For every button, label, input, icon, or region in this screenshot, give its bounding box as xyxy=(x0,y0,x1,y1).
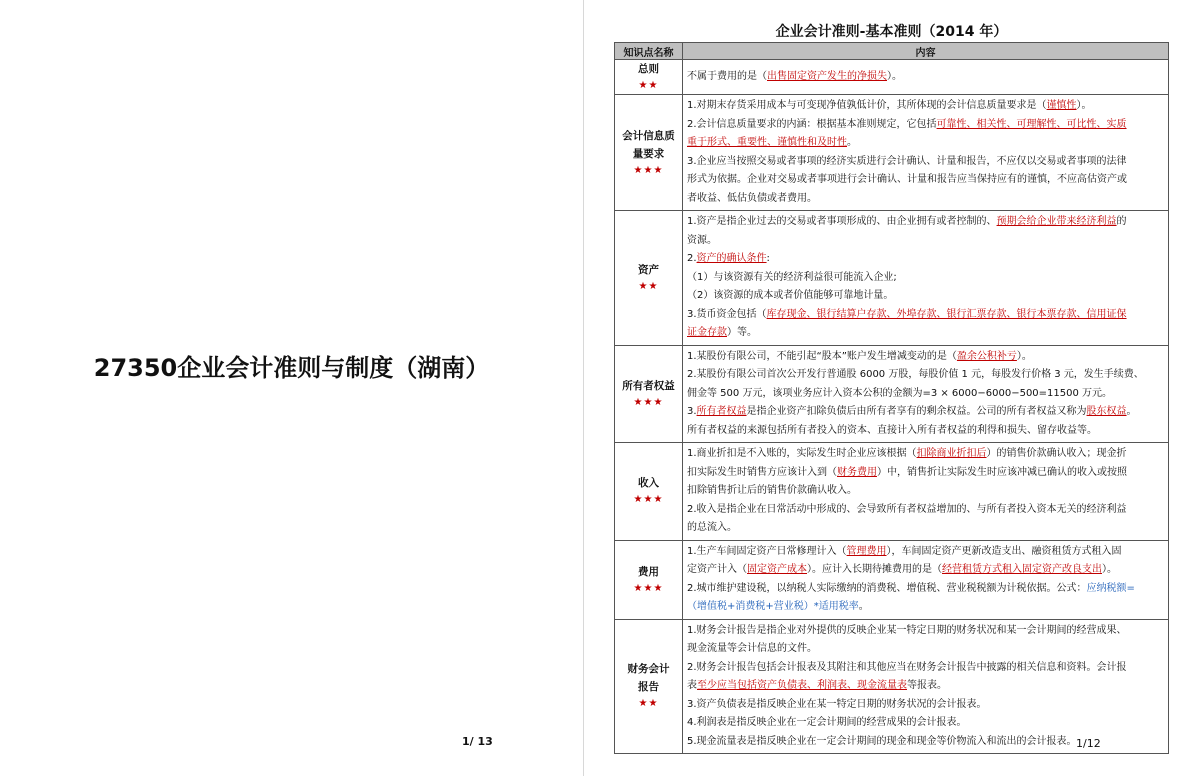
content-line xyxy=(687,677,1164,696)
content-line xyxy=(687,287,1164,306)
content-text: 。 xyxy=(847,137,857,148)
knowledge-point-name: 报告 xyxy=(638,681,659,694)
content-text: （2）该资源的成本或者价值能够可靠地计量。 xyxy=(687,290,894,301)
content-text: 2.会计信息质量要求的内涵：根据基本准则规定，它包括 xyxy=(687,118,937,130)
content-text: 现金流量等会计信息的文件。 xyxy=(687,643,817,654)
content-text: ）。 xyxy=(1102,564,1117,575)
content-line xyxy=(687,580,1164,599)
content-line xyxy=(687,306,1164,325)
table-row xyxy=(615,443,1169,541)
content-line xyxy=(687,622,1164,641)
content-text: 1.商业折扣是不入账的，实际发生时企业应该根据（ xyxy=(687,448,917,459)
content-cell xyxy=(683,540,1169,619)
content-text: 的 xyxy=(1116,216,1127,227)
highlighted-answer: 重于形式、重要性、谨慎性和及时性 xyxy=(687,137,847,148)
header-content: 内容 xyxy=(683,43,1169,60)
highlighted-answer: 所有者权益 xyxy=(696,406,747,417)
content-cell xyxy=(683,60,1169,95)
content-text: 资源。 xyxy=(687,234,717,246)
content-line xyxy=(687,422,1164,441)
content-text: ）。 xyxy=(1076,100,1092,111)
content-text: 不属于费用的是（ xyxy=(687,70,767,82)
highlighted-answer: 扣除商业折扣后 xyxy=(916,448,987,459)
knowledge-point-name: 资产 xyxy=(638,263,659,276)
importance-stars: ★★ xyxy=(638,280,659,292)
content-text: 扣实际发生时销售方应该计入到（ xyxy=(687,466,837,478)
content-text: 2.某股份有限公司首次公开发行普通股 6000 万股，每股价值 1 元，每股发行价格 3 元，发生手续费、 xyxy=(687,369,1144,380)
table-body xyxy=(615,60,1169,754)
content-line xyxy=(687,366,1164,385)
knowledge-table xyxy=(614,42,1169,754)
content-text: 等报表。 xyxy=(907,680,947,691)
knowledge-point-cell xyxy=(615,345,683,443)
knowledge-point-cell xyxy=(615,619,683,754)
content-text: 。 xyxy=(1126,406,1137,417)
content-text: ）。应计入长期待摊费用的是（ xyxy=(807,564,942,575)
content-text: 1.某股份有限公司，不能引起“股本”账户发生增减变动的是（ xyxy=(687,350,957,362)
content-text: 2.财务会计报告包括会计报表及其附注和其他应当在财务会计报告中披露的相关信息和资料。会计报 xyxy=(687,661,1127,673)
content-text: ）。 xyxy=(1016,350,1032,362)
content-line xyxy=(687,385,1164,404)
knowledge-point-name: 量要求 xyxy=(632,147,665,160)
content-text: 表 xyxy=(687,680,697,691)
content-text: 1.对期末存货采用成本与可变现净值孰低计价，其所体现的会计信息质量要求是（ xyxy=(687,100,1047,111)
highlighted-answer: 财务费用 xyxy=(837,466,877,478)
content-line xyxy=(687,116,1164,135)
content-line xyxy=(687,598,1164,617)
content-text: 2. xyxy=(687,253,697,264)
highlighted-answer: 股东权益 xyxy=(1086,406,1127,417)
content-text: 。 xyxy=(858,601,869,612)
content-line xyxy=(687,482,1164,501)
knowledge-point-name: 财务会计 xyxy=(627,663,670,676)
highlighted-answer: 预期会给企业带来经济利益 xyxy=(996,216,1117,227)
knowledge-point-name: 会计信息质 xyxy=(622,129,675,142)
knowledge-point-cell xyxy=(615,540,683,619)
content-text: 5.现金流量表是指反映企业在一定会计期间的现金和现金等价物流入和流出的会计报表。 xyxy=(687,735,1077,747)
content-text: 的总流入。 xyxy=(687,522,737,533)
table-row xyxy=(615,540,1169,619)
highlighted-answer: 盈余公积补亏 xyxy=(956,350,1017,362)
content-text: 1.财务会计报告是指企业对外提供的反映企业某一特定日期的财务状况和某一会计期间的经营成果、 xyxy=(687,624,1127,636)
highlighted-answer: 至少应当包括资产负债表、利润表、现金流量表 xyxy=(697,680,907,691)
content-line xyxy=(687,171,1164,190)
importance-stars: ★★ xyxy=(638,80,659,91)
content-line xyxy=(687,97,1164,116)
content-text: 佣金等 500 万元，该项业务应计入资本公积的金额为=3 × 6000−6000−500=11500 万元。 xyxy=(687,387,1113,399)
content-line xyxy=(687,659,1164,678)
highlighted-answer: 管理费用 xyxy=(846,545,887,557)
content-line xyxy=(687,348,1164,367)
content-line xyxy=(687,640,1164,659)
content-text: 者收益、低估负债或者费用。 xyxy=(687,192,817,204)
left-page-number: 1/ 13 xyxy=(462,735,493,748)
content-line xyxy=(687,501,1164,520)
table-row xyxy=(615,345,1169,443)
content-text: （1）与该资源有关的经济利益很可能流入企业; xyxy=(687,271,897,283)
content-line xyxy=(687,445,1164,464)
content-text: 4.利润表是指反映企业在一定会计期间的经营成果的会计报表。 xyxy=(687,717,967,728)
content-line xyxy=(687,68,1164,87)
content-line xyxy=(687,153,1164,172)
cover-title: 27350企业会计准则与制度（湖南） xyxy=(93,354,490,382)
importance-stars: ★★★ xyxy=(633,396,664,408)
content-line xyxy=(687,213,1164,232)
importance-stars: ★★★ xyxy=(633,164,664,176)
content-line xyxy=(687,561,1164,580)
content-text: 定资产计入（ xyxy=(687,564,747,575)
content-cell xyxy=(683,443,1169,541)
knowledge-point-cell xyxy=(615,443,683,541)
content-line xyxy=(687,403,1164,422)
highlighted-answer: 固定资产成本 xyxy=(747,564,807,575)
highlighted-answer: 库存现金、银行结算户存款、外埠存款、银行汇票存款、银行本票存款、信用证保 xyxy=(766,308,1127,320)
knowledge-point-name: 收入 xyxy=(638,477,659,490)
content-text: ）中，销售折让实际发生时应该冲减已确认的收入或按照 xyxy=(877,466,1127,478)
importance-stars: ★★ xyxy=(638,698,659,710)
content-text: : xyxy=(766,253,770,264)
right-page xyxy=(584,0,1185,776)
content-text: 3.货币资金包括（ xyxy=(687,308,767,320)
content-text: ）的销售价款确认收入；现金折 xyxy=(986,448,1127,459)
table-row xyxy=(615,95,1169,211)
content-text: 1.资产是指企业过去的交易或者事项形成的、由企业拥有或者控制的、 xyxy=(687,216,997,227)
content-text: 3. xyxy=(687,406,697,417)
table-row xyxy=(615,60,1169,95)
content-text: 所有者权益的来源包括所有者投入的资本、直接计入所有者权益的利得和损失、留存收益等。 xyxy=(687,424,1097,436)
content-line xyxy=(687,464,1164,483)
content-line xyxy=(687,714,1164,733)
content-text: 3.资产负债表是指反映企业在某一特定日期的财务状况的会计报表。 xyxy=(687,698,987,710)
knowledge-point-cell xyxy=(615,211,683,346)
content-cell xyxy=(683,619,1169,754)
content-line xyxy=(687,543,1164,562)
content-text: 1.生产车间固定资产日常修理计入（ xyxy=(687,545,847,557)
highlighted-answer: 证金存款 xyxy=(687,327,727,338)
content-text: ），车间固定资产更新改造支出、融资租赁方式租入固 xyxy=(886,545,1122,557)
content-line xyxy=(687,134,1164,153)
importance-stars: ★★★ xyxy=(633,494,664,506)
header-knowledge-point: 知识点名称 xyxy=(615,43,683,60)
content-line xyxy=(687,269,1164,288)
right-page-number: 1/12 xyxy=(1076,737,1101,750)
highlighted-answer: 谨慎性 xyxy=(1046,100,1077,111)
content-line xyxy=(687,324,1164,343)
highlighted-answer: 可靠性、相关性、可理解性、可比性、实质 xyxy=(936,118,1127,130)
content-text: ）。 xyxy=(887,70,902,82)
content-cell xyxy=(683,211,1169,346)
content-line xyxy=(687,696,1164,715)
knowledge-point-name: 总则 xyxy=(638,63,659,75)
formula-text: （增值税+消费税+营业税）*适用税率 xyxy=(687,601,859,612)
table-row xyxy=(615,211,1169,346)
content-line xyxy=(687,519,1164,538)
table-header-row xyxy=(615,43,1169,60)
table-row xyxy=(615,619,1169,754)
knowledge-point-cell xyxy=(615,95,683,211)
left-page xyxy=(0,0,583,776)
content-line xyxy=(687,250,1164,269)
content-text: 3.企业应当按照交易或者事项的经济实质进行会计确认、计量和报告，不应仅以交易或者事项的法律 xyxy=(687,155,1127,167)
highlighted-answer: 经营租赁方式租入固定资产改良支出 xyxy=(942,564,1102,575)
knowledge-point-name: 所有者权益 xyxy=(622,379,675,392)
content-line xyxy=(687,190,1164,209)
content-text: 形式为依据。企业对交易或者事项进行会计确认、计量和报告应当保持应有的谨慎，不应高估资产或 xyxy=(687,174,1127,185)
content-text: ）等。 xyxy=(727,327,757,338)
content-text: 2.收入是指企业在日常活动中形成的、会导致所有者权益增加的、与所有者投入资本无关的经济利益 xyxy=(687,503,1127,515)
importance-stars: ★★★ xyxy=(633,582,664,594)
content-text: 2.城市维护建设税，以纳税人实际缴纳的消费税、增值税、营业税税额为计税依据。公式： xyxy=(687,582,1087,594)
content-text: 是指企业资产扣除负债后由所有者享有的剩余权益。公司的所有者权益又称为 xyxy=(746,406,1087,417)
formula-text: 应纳税额= xyxy=(1086,582,1135,594)
document-title: 企业会计准则-基本准则（2014 年） xyxy=(775,24,1008,40)
content-text: 扣除销售折让后的销售价款确认收入。 xyxy=(687,485,857,496)
highlighted-answer: 出售固定资产发生的净损失 xyxy=(767,70,887,82)
highlighted-answer: 资产的确认条件 xyxy=(696,253,767,264)
knowledge-point-name: 费用 xyxy=(638,565,659,578)
knowledge-point-cell xyxy=(615,60,683,95)
content-line xyxy=(687,232,1164,251)
content-cell xyxy=(683,95,1169,211)
content-cell xyxy=(683,345,1169,443)
